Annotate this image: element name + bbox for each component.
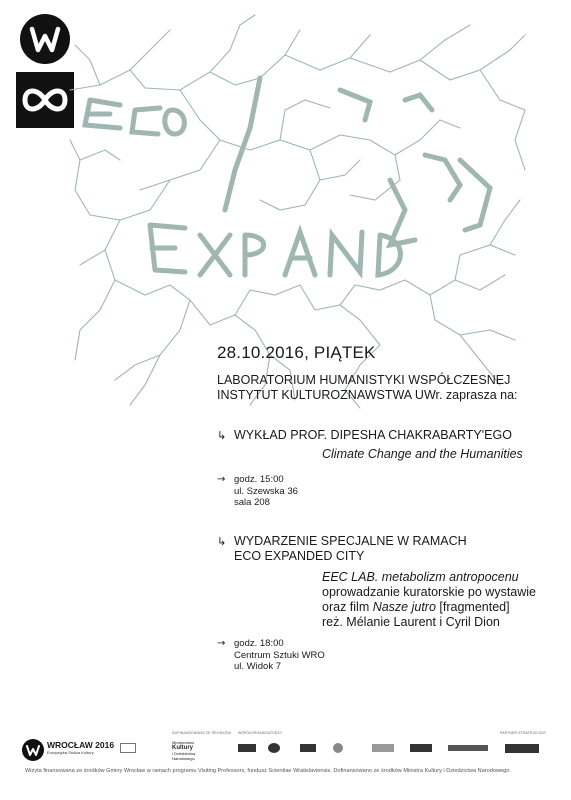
eu-logo-icon: [120, 743, 136, 753]
wroclaw-2016-logo-icon: [22, 739, 44, 761]
lecture-info: [217, 474, 298, 509]
wroclaw-2016-subtitle: Europejska Stolica Kultury: [47, 750, 94, 755]
hook-arrow-icon: ↳: [217, 535, 227, 548]
ministry-label-2: Kultury: [172, 745, 193, 751]
university-logo-icon: [333, 743, 343, 753]
special-event-info: [217, 638, 325, 673]
label-coorganizers: WSPÓŁORGANIZATORZY: [238, 731, 283, 735]
organizer-line-2: INSTYTUT KULTUROZNAWSTWA UWr. zaprasza na:: [217, 388, 518, 402]
lecture-time: godz. 15:00: [234, 474, 284, 485]
desc-3-pre: oraz film: [322, 600, 373, 614]
lecture-heading: [217, 428, 512, 443]
lecture-subtitle: Climate Change and the Humanities: [322, 447, 523, 461]
right-arrow-icon: →: [217, 474, 226, 485]
organizers-block: [217, 373, 518, 403]
desc-3-post: [fragmented]: [435, 600, 510, 614]
special-event-description: [322, 570, 536, 630]
right-arrow-icon: →: [217, 638, 226, 649]
partner-logo-icon: [268, 743, 280, 753]
ministry-label-4: Narodowego: [172, 756, 195, 761]
label-cofinanced: DOFINANSOWANO ZE ŚRODKÓW: [172, 731, 231, 735]
ministry-logo: [172, 740, 195, 761]
film-title: Nasze jutro: [372, 600, 436, 614]
special-event-time: godz. 18:00: [234, 638, 284, 649]
special-event-desc-4: reż. Mélanie Laurent i Cyril Dion: [322, 615, 500, 629]
wca-logo-icon: [410, 744, 432, 752]
ministry-label-1: Ministerstwo: [172, 740, 195, 745]
lecture-title: WYKŁAD PROF. DIPESHA CHAKRABARTY'EGO: [234, 428, 512, 442]
nfm-logo-icon: [238, 744, 256, 752]
hook-arrow-icon: ↳: [217, 429, 227, 442]
event-date: 28.10.2016, PIĄTEK: [217, 343, 376, 362]
lab-logo-icon: [448, 745, 488, 751]
lecture-room: sala 208: [234, 497, 270, 508]
label-partner: PARTNER STRATEGICZNY: [500, 731, 547, 735]
kghm-logo-icon: [505, 744, 539, 753]
organizer-line-1: LABORATORIUM HUMANISTYKI WSPÓŁCZESNEJ: [217, 373, 511, 387]
special-event-venue: Centrum Sztuki WRO: [234, 649, 325, 661]
special-event-address: ul. Widok 7: [234, 661, 281, 672]
funding-note: Wizyta finansowana ze środków Gminy Wrocław w ramach programu Visiting Professors, fundusz Scientiae Wratislaviensis. Dofinansowano ze środków Ministra Kultury i Dziedzictwa Narodowego.: [25, 768, 511, 774]
special-event-desc-2: oprowadzanie kuratorskie po wystawie: [322, 585, 536, 599]
ministry-label-3: i Dziedzictwa: [172, 751, 196, 756]
special-event-desc-1: EEC LAB. metabolizm antropocenu: [322, 570, 519, 584]
lecture-address: ul. Szewska 36: [234, 485, 298, 497]
special-event-title-1: WYDARZENIE SPECJALNE W RAMACH: [234, 534, 467, 548]
special-event-title-2: ECO EXPANDED CITY: [234, 549, 365, 563]
partner-logo-icon: [372, 744, 394, 752]
partner-logo-icon: [300, 744, 316, 752]
special-event-heading: [217, 534, 467, 564]
wroclaw-2016-title: WROCŁAW 2016: [47, 740, 115, 750]
special-event-desc-3: [322, 600, 536, 615]
